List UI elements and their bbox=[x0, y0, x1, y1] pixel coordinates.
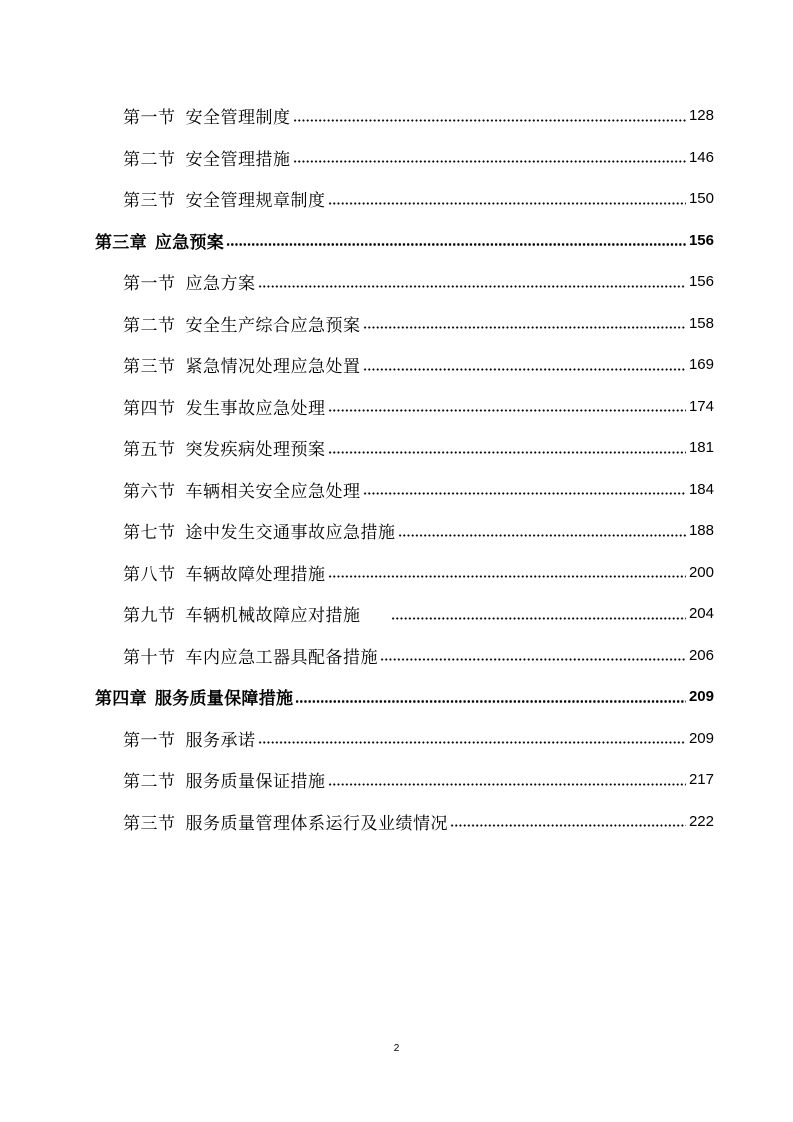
toc-page-number: 188 bbox=[688, 522, 714, 540]
toc-entry-prefix: 第九节 bbox=[123, 606, 176, 627]
toc-entry-label bbox=[123, 145, 291, 170]
toc-entry-title: 安全管理制度 bbox=[185, 108, 291, 129]
toc-entry-title: 车内应急工器具配备措施 bbox=[185, 647, 378, 668]
toc-page-number: 204 bbox=[688, 605, 714, 623]
toc-entry-prefix: 第一节 bbox=[123, 730, 176, 751]
dot-leader bbox=[328, 575, 686, 578]
toc-entry-title: 应急方案 bbox=[185, 274, 256, 295]
toc-entry-prefix: 第五节 bbox=[123, 440, 176, 461]
toc-entry-title: 车辆故障处理措施 bbox=[185, 564, 326, 585]
toc-entry-title: 服务质量保障措施 bbox=[154, 689, 294, 710]
toc-entry-prefix: 第八节 bbox=[123, 564, 176, 585]
toc-entry-title: 发生事故应急处理 bbox=[185, 398, 326, 419]
toc-section-entry[interactable] bbox=[0, 469, 714, 511]
toc-entry-prefix: 第四章 bbox=[95, 689, 147, 710]
dot-leader bbox=[363, 368, 686, 371]
toc-page-number: 150 bbox=[688, 190, 714, 208]
toc-entry-title: 途中发生交通事故应急措施 bbox=[185, 523, 396, 544]
toc-entry-title: 应急预案 bbox=[154, 232, 225, 253]
dot-leader bbox=[398, 534, 686, 537]
dot-leader bbox=[295, 700, 686, 703]
toc-section-entry[interactable] bbox=[0, 593, 714, 635]
toc-page-number: 128 bbox=[688, 107, 714, 125]
toc-page-number: 146 bbox=[688, 148, 714, 166]
toc-page-number: 209 bbox=[688, 729, 714, 747]
dot-leader bbox=[328, 409, 686, 412]
toc-section-entry[interactable] bbox=[0, 344, 714, 386]
toc-page-number: 200 bbox=[688, 563, 714, 581]
table-of-contents bbox=[0, 95, 793, 842]
dot-leader bbox=[363, 492, 686, 495]
toc-page-number: 209 bbox=[688, 688, 714, 706]
toc-entry-title: 紧急情况处理应急处置 bbox=[185, 357, 361, 378]
toc-section-entry[interactable] bbox=[0, 178, 714, 220]
toc-page-number: 206 bbox=[688, 646, 714, 664]
toc-entry-title: 车辆机械故障应对措施 bbox=[185, 606, 361, 627]
toc-entry-label bbox=[123, 103, 291, 128]
toc-page-number: 217 bbox=[688, 771, 714, 789]
toc-entry-label bbox=[123, 726, 256, 751]
toc-page-number: 169 bbox=[688, 356, 714, 374]
toc-entry-label bbox=[123, 643, 378, 668]
toc-entry-label bbox=[123, 477, 361, 502]
toc-entry-prefix: 第三章 bbox=[95, 232, 147, 253]
toc-section-entry[interactable] bbox=[0, 95, 714, 137]
toc-entry-title: 安全管理措施 bbox=[185, 149, 291, 170]
toc-page-number: 184 bbox=[688, 480, 714, 498]
toc-entry-title: 车辆相关安全应急处理 bbox=[185, 481, 361, 502]
dot-leader bbox=[328, 783, 686, 786]
toc-entry-label bbox=[123, 601, 361, 626]
toc-section-entry[interactable] bbox=[0, 718, 714, 760]
dot-leader bbox=[226, 243, 686, 246]
toc-entry-prefix: 第三节 bbox=[123, 813, 176, 834]
toc-section-entry[interactable] bbox=[0, 386, 714, 428]
toc-entry-label bbox=[123, 809, 448, 834]
toc-entry-label bbox=[95, 684, 293, 709]
dot-leader bbox=[258, 285, 686, 288]
toc-section-entry[interactable] bbox=[0, 427, 714, 469]
dot-leader bbox=[391, 617, 686, 620]
toc-entry-label bbox=[123, 767, 326, 792]
toc-entry-label bbox=[123, 352, 361, 377]
toc-entry-prefix: 第六节 bbox=[123, 481, 176, 502]
toc-entry-title: 服务承诺 bbox=[185, 730, 256, 751]
toc-section-entry[interactable] bbox=[0, 552, 714, 594]
toc-entry-label bbox=[123, 435, 326, 460]
toc-entry-title: 服务质量管理体系运行及业绩情况 bbox=[185, 813, 448, 834]
toc-section-entry[interactable] bbox=[0, 137, 714, 179]
toc-page-number: 181 bbox=[688, 439, 714, 457]
toc-section-entry[interactable] bbox=[0, 759, 714, 801]
toc-entry-prefix: 第二节 bbox=[123, 315, 176, 336]
dot-leader bbox=[328, 451, 686, 454]
toc-entry-title: 突发疾病处理预案 bbox=[185, 440, 326, 461]
toc-section-entry[interactable] bbox=[0, 510, 714, 552]
dot-leader bbox=[258, 741, 686, 744]
toc-entry-prefix: 第七节 bbox=[123, 523, 176, 544]
toc-section-entry[interactable] bbox=[0, 635, 714, 677]
toc-entry-title: 服务质量保证措施 bbox=[185, 772, 326, 793]
dot-leader bbox=[363, 326, 686, 329]
toc-entry-label bbox=[123, 269, 256, 294]
toc-entry-label bbox=[95, 228, 224, 253]
toc-entry-label bbox=[123, 394, 326, 419]
toc-section-entry[interactable] bbox=[0, 261, 714, 303]
toc-entry-label bbox=[123, 311, 361, 336]
dot-leader bbox=[293, 119, 686, 122]
toc-chapter-entry[interactable] bbox=[0, 676, 714, 718]
toc-page-number: 222 bbox=[688, 812, 714, 830]
toc-page-number: 174 bbox=[688, 397, 714, 415]
toc-entry-title: 安全生产综合应急预案 bbox=[185, 315, 361, 336]
toc-entry-prefix: 第三节 bbox=[123, 357, 176, 378]
toc-chapter-entry[interactable] bbox=[0, 220, 714, 262]
dot-leader bbox=[380, 658, 686, 661]
toc-entry-label bbox=[123, 518, 396, 543]
toc-entry-prefix: 第二节 bbox=[123, 149, 176, 170]
toc-entry-prefix: 第四节 bbox=[123, 398, 176, 419]
toc-section-entry[interactable] bbox=[0, 801, 714, 843]
dot-leader bbox=[293, 160, 686, 163]
toc-entry-label bbox=[123, 186, 326, 211]
dot-leader bbox=[328, 202, 686, 205]
dot-leader bbox=[450, 824, 686, 827]
toc-entry-prefix: 第一节 bbox=[123, 108, 176, 129]
toc-page-number: 158 bbox=[688, 314, 714, 332]
toc-entry-prefix: 第十节 bbox=[123, 647, 176, 668]
page-number: 2 bbox=[393, 1043, 400, 1054]
toc-page-number: 156 bbox=[688, 231, 714, 249]
toc-page-number: 156 bbox=[688, 273, 714, 291]
toc-entry-prefix: 第二节 bbox=[123, 772, 176, 793]
toc-section-entry[interactable] bbox=[0, 303, 714, 345]
toc-entry-prefix: 第三节 bbox=[123, 191, 176, 212]
toc-entry-title: 安全管理规章制度 bbox=[185, 191, 326, 212]
toc-entry-prefix: 第一节 bbox=[123, 274, 176, 295]
toc-entry-label bbox=[123, 560, 326, 585]
